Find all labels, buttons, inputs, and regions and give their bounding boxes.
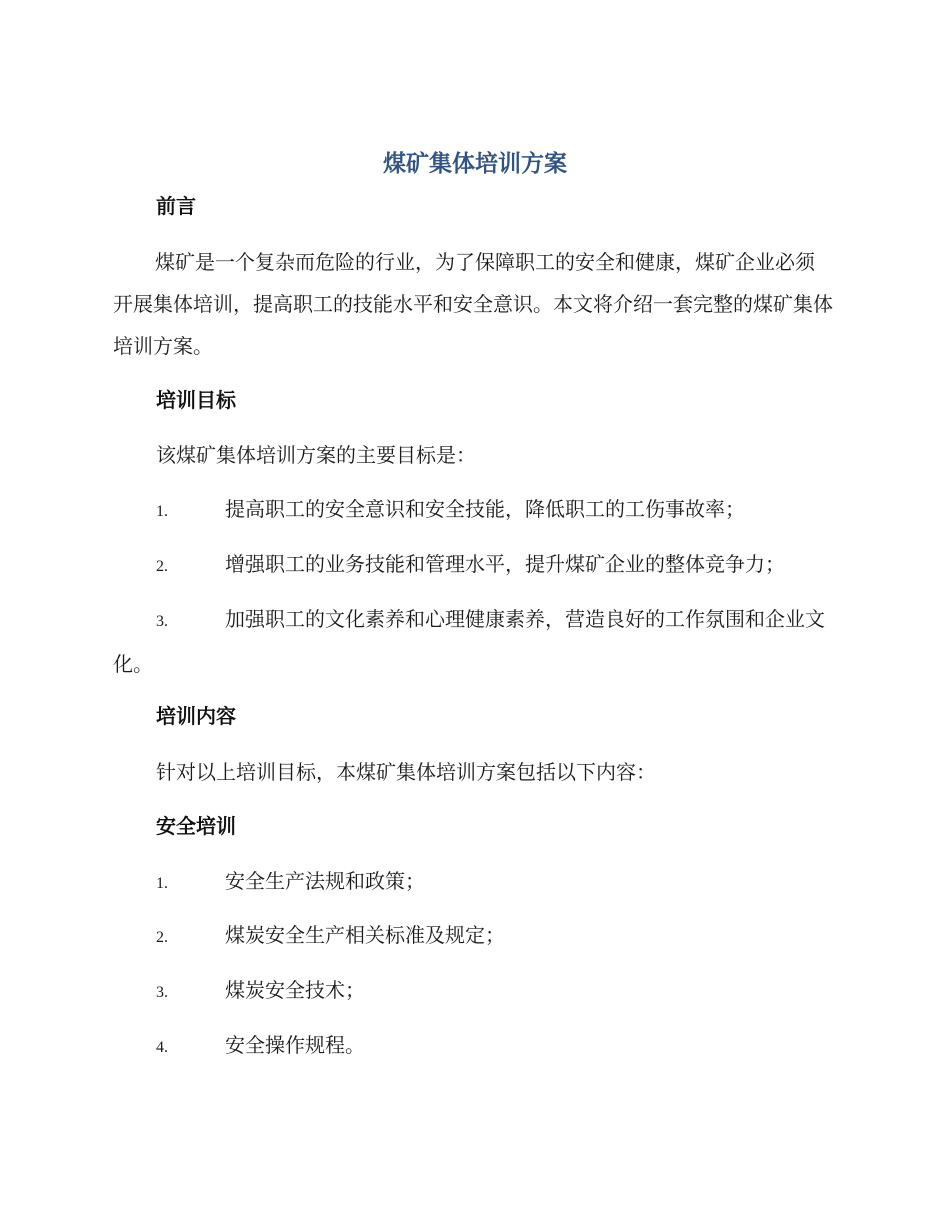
goal-item	[113, 598, 833, 685]
preface-paragraph: 煤矿是一个复杂而危险的行业，为了保障职工的安全和健康，煤矿企业必须开展集体培训，提高职工的技能水平和安全意识。本文将介绍一套完整的煤矿集体培训方案。	[113, 250, 833, 358]
safety-item	[113, 969, 833, 1014]
list-number: 3.	[156, 613, 168, 630]
list-item-text: 安全操作规程。	[225, 1033, 365, 1057]
list-item-text: 煤炭安全生产相关标准及规定；	[225, 923, 505, 947]
section-heading-preface: 前言	[156, 194, 196, 218]
goals-intro: 该煤矿集体培训方案的主要目标是：	[156, 443, 476, 467]
section-heading-goals: 培训目标	[156, 388, 236, 412]
safety-item	[113, 914, 833, 959]
content-intro: 针对以上培训目标，本煤矿集体培训方案包括以下内容：	[156, 760, 656, 784]
list-number: 3.	[156, 984, 168, 1001]
list-item-text: 增强职工的业务技能和管理水平，提升煤矿企业的整体竞争力；	[225, 552, 785, 576]
section-heading-safety: 安全培训	[156, 814, 236, 838]
list-number: 4.	[156, 1039, 168, 1056]
safety-item	[113, 860, 833, 905]
list-item-text: 提高职工的安全意识和安全技能，降低职工的工伤事故率；	[225, 497, 745, 521]
safety-item	[113, 1024, 833, 1069]
list-item-text: 安全生产法规和政策；	[225, 869, 425, 893]
section-heading-content: 培训内容	[156, 704, 236, 728]
list-number: 2.	[156, 558, 168, 575]
list-number: 1.	[156, 503, 168, 520]
list-number: 1.	[156, 875, 168, 892]
document-title: 煤矿集体培训方案	[383, 151, 567, 177]
list-item-text: 煤炭安全技术；	[225, 978, 365, 1002]
goal-item	[113, 488, 833, 533]
goal-item	[113, 543, 833, 588]
list-number: 2.	[156, 929, 168, 946]
list-item-text: 加强职工的文化素养和心理健康素养，营造良好的工作氛围和企业文化。	[113, 607, 825, 676]
